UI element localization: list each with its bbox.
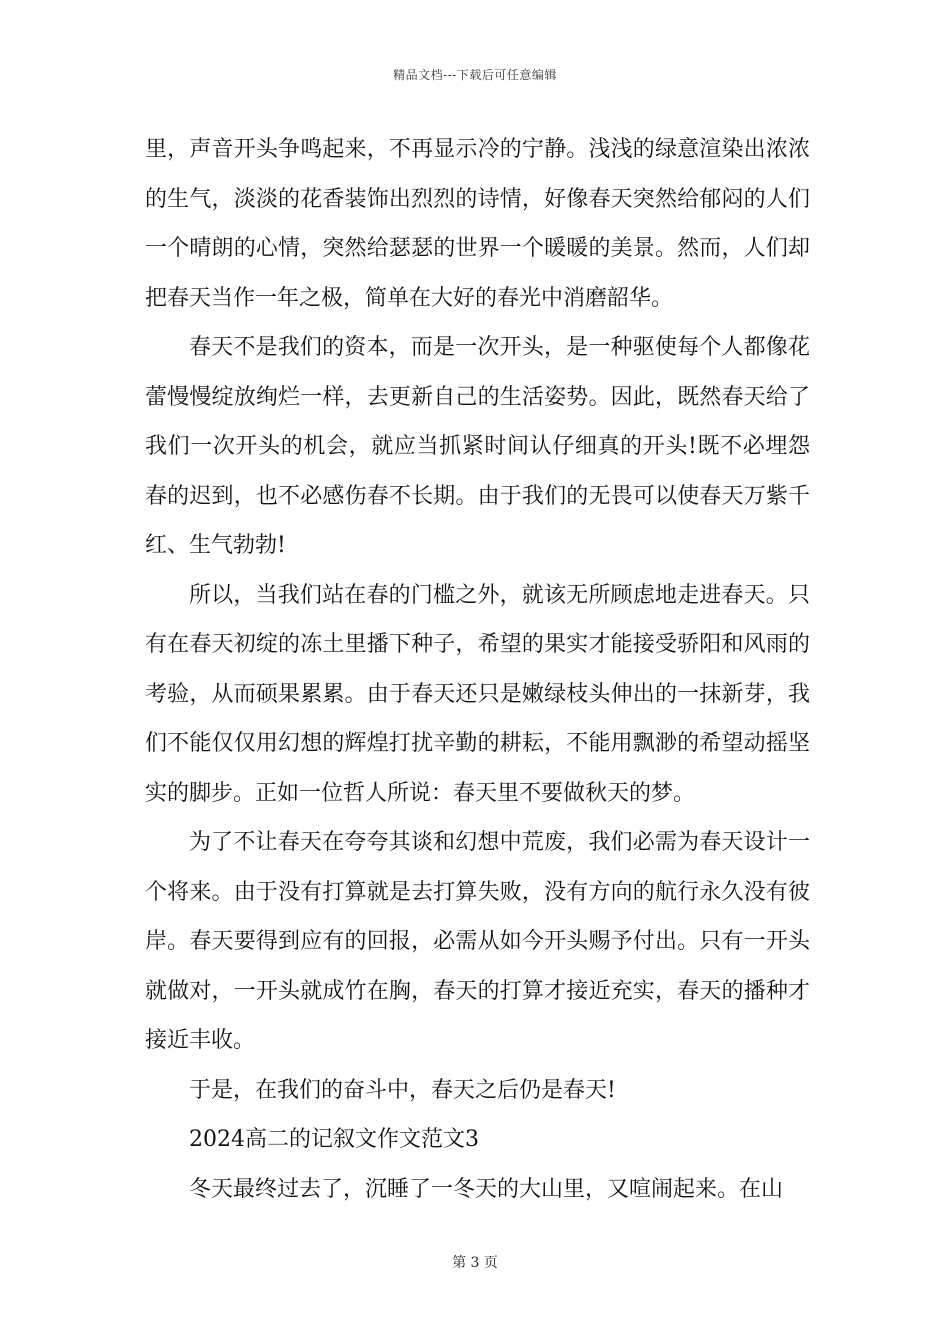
paragraph-3: 所以，当我们站在春的门槛之外，就该无所顾虑地走进春天。只有在春天初绽的冻土里播下种子，希望的果实才能接受骄阳和风雨的考验，从而硕果累累。由于春天还只是嫩绿枝头伸出的一抹新芽，我们不能仅仅用幻想的辉煌打扰辛勤的耕耘，不能用飘渺的希望动摇坚实的脚步。正如一位哲人所说：春天里不要做秋天的梦。 xyxy=(145,582,810,806)
paragraph-4: 为了不让春天在夸夸其谈和幻想中荒废，我们必需为春天设计一个将来。由于没有打算就是去打算失败，没有方向的航行永久没有彼岸。春天要得到应有的回报，必需从如今开头赐予付出。只有一开头就做对，一开头就成竹在胸，春天的打算才接近充实，春天的播种才接近丰收。 xyxy=(145,830,810,1053)
paragraph-2: 春天不是我们的资本，而是一次开头，是一种驱使每个人都像花蕾慢慢绽放绚烂一样，去更新自己的生活姿势。因此，既然春天给了我们一次开头的机会，就应当抓紧时间认仔细真的开头!既不必埋怨春的迟到，也不必感伤春不长期。由于我们的无畏可以使春天万紫千红、生气勃勃! xyxy=(145,335,810,558)
section-heading: 2024高二的记叙文作文范文3 xyxy=(189,1127,479,1152)
page-number: 第 3 页 xyxy=(452,1255,498,1271)
paragraph-5: 于是，在我们的奋斗中，春天之后仍是春天! xyxy=(189,1077,616,1103)
paragraph-6: 冬天最终过去了，沉睡了一冬天的大山里，又喧闹起来。在山 xyxy=(189,1176,784,1202)
paragraph-1: 里，声音开头争鸣起来，不再显示冷的宁静。浅浅的绿意渲染出浓浓的生气，淡淡的花香装饰出烈烈的诗情，好像春天突然给郁闷的人们一个晴朗的心情，突然给瑟瑟的世界一个暖暖的美景。然而，人们却把春天当作一年之极，简单在大好的春光中消磨韶华。 xyxy=(145,137,810,311)
page-header: 精品文档---下载后可任意编辑 xyxy=(393,68,557,82)
document-body xyxy=(145,125,810,1214)
